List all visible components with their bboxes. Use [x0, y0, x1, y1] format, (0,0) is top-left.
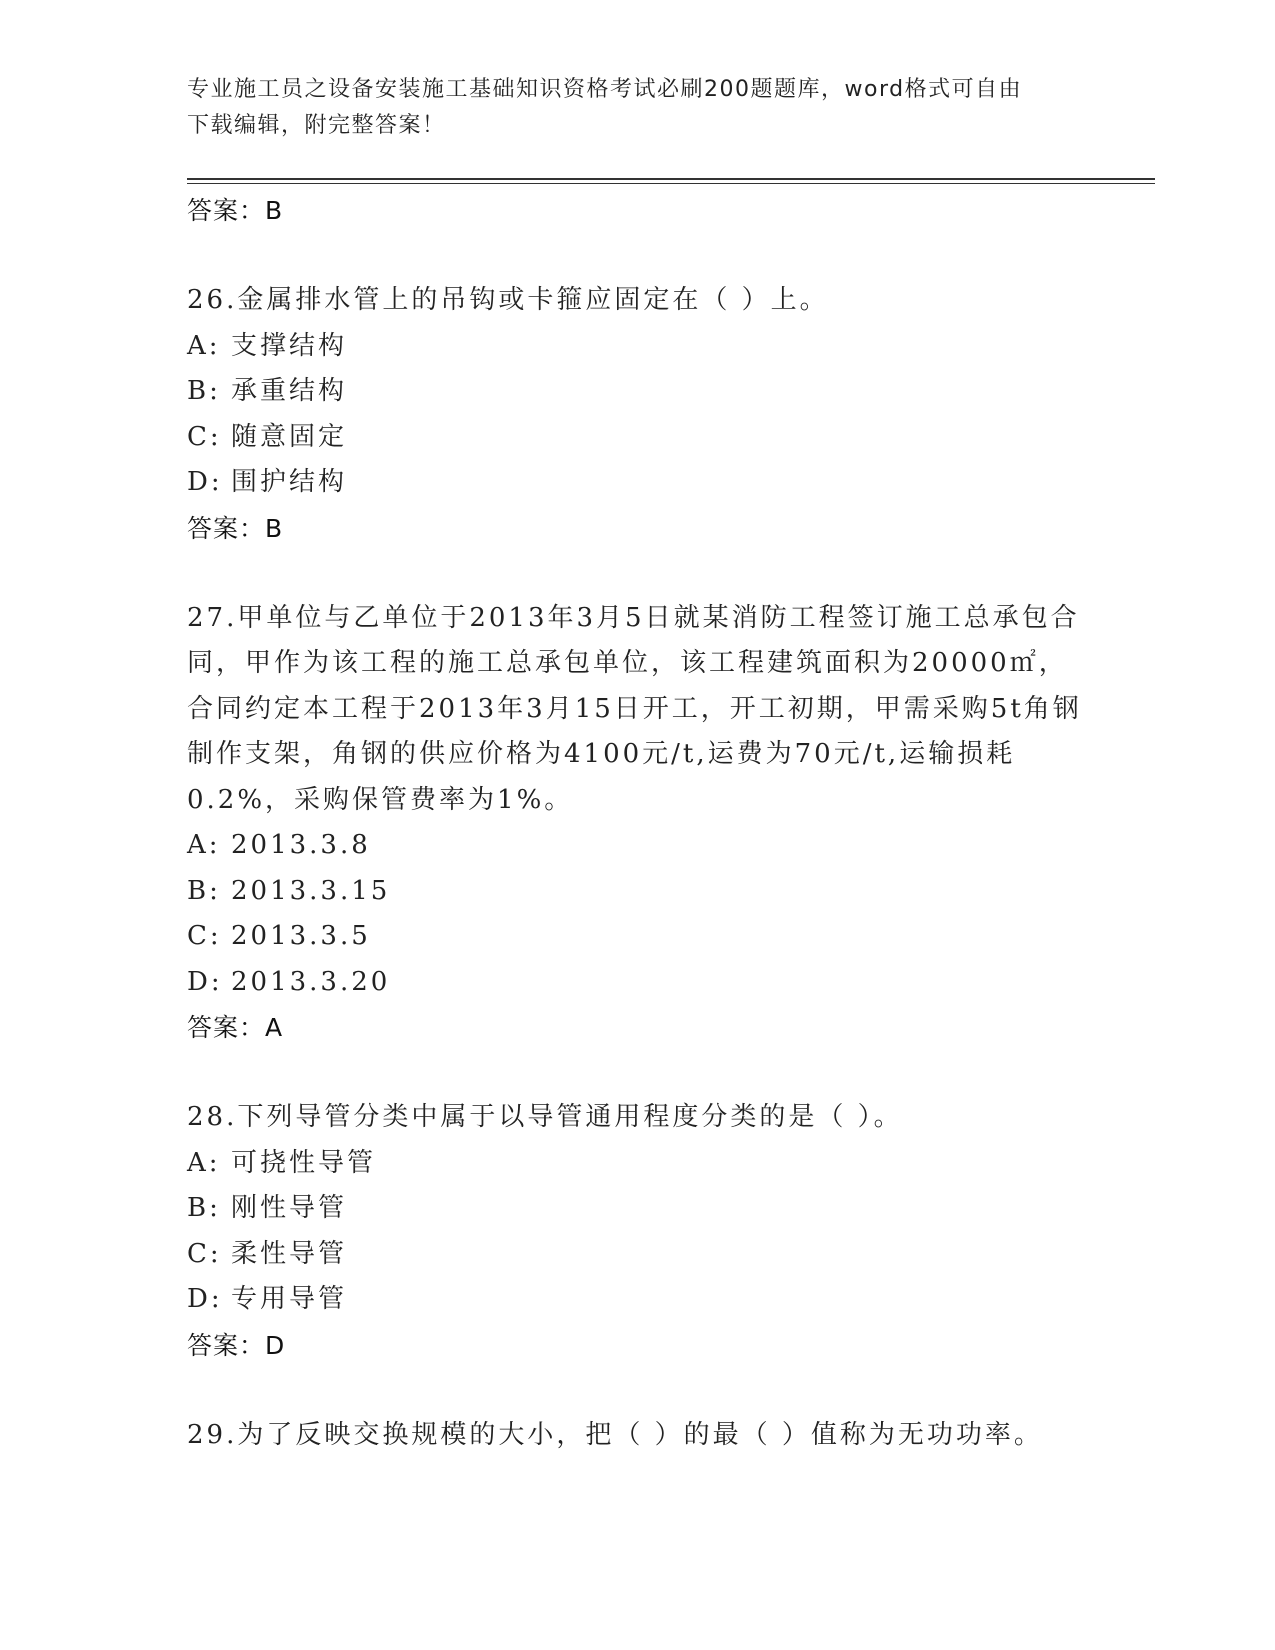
option-text: 支撑结构: [231, 330, 348, 361]
option-letter: C:: [187, 921, 222, 951]
option-d: [187, 460, 1087, 506]
header-line-2: 下载编辑，附完整答案！: [187, 113, 446, 138]
answer-line: [187, 1005, 1087, 1050]
option-text: 刚性导管: [231, 1193, 348, 1223]
question-stem: 26.金属排水管上的吊钩或卡箍应固定在（ ）上。: [187, 285, 829, 315]
option-letter: B:: [187, 1193, 221, 1223]
option-letter: B:: [187, 376, 221, 406]
header-divider-thin: [187, 183, 1155, 184]
question-list: [187, 188, 1087, 1458]
option-letter: A:: [187, 1147, 221, 1178]
option-b: [187, 1186, 1087, 1232]
option-c: [187, 914, 1087, 960]
question-item: [187, 1095, 1087, 1368]
option-letter: C:: [187, 421, 222, 452]
question-item: [187, 278, 1087, 551]
option-letter: C:: [187, 1238, 222, 1269]
option-text: 围护结构: [231, 467, 348, 497]
option-text: 2013.3.8: [231, 830, 371, 860]
option-b: [187, 869, 1087, 915]
question-item: [187, 596, 1087, 1051]
option-text: 2013.3.20: [231, 966, 391, 997]
option-text: 可挠性导管: [231, 1147, 377, 1178]
option-letter: D:: [187, 1284, 223, 1314]
question-stem: 27.甲单位与乙单位于2013年3月5日就某消防工程签订施工总承包合同，甲作为该工程的施工总承包单位，该工程建筑面积为20000㎡，合同约定本工程于2013年3月15日开工，开工初期，甲需采购5t角钢制作支架，角钢的供应价格为4100元/t,运费为70元/t,运输损耗0.2%，采购保管费率为1%。: [187, 602, 1082, 815]
answer-label: 答案：: [187, 196, 266, 225]
question-stem: 28.下列导管分类中属于以导管通用程度分类的是（ ）。: [187, 1102, 903, 1132]
answer-value: A: [265, 1013, 284, 1042]
spacer: [187, 233, 1087, 278]
question-item: [187, 1413, 1087, 1459]
header-line-1: 专业施工员之设备安装施工基础知识资格考试必刷200题题库，word格式可自由: [187, 77, 1023, 102]
answer-label: 答案：: [187, 1013, 266, 1042]
option-letter: A:: [187, 830, 221, 860]
option-c: [187, 1232, 1087, 1278]
document-header: [187, 72, 1087, 144]
answer-label: 答案：: [187, 513, 266, 543]
option-letter: D:: [187, 966, 223, 997]
spacer: [187, 1368, 1087, 1413]
option-b: [187, 369, 1087, 415]
option-a: [187, 823, 1087, 869]
answer-line: [187, 188, 1087, 233]
answer-value: B: [265, 196, 284, 225]
option-text: 柔性导管: [231, 1238, 348, 1269]
option-d: [187, 1277, 1087, 1323]
answer-value: B: [265, 513, 284, 543]
spacer: [187, 551, 1087, 596]
option-d: [187, 960, 1087, 1006]
option-letter: A:: [187, 330, 221, 361]
option-text: 2013.3.5: [231, 921, 371, 951]
spacer: [187, 1050, 1087, 1095]
option-a: [187, 324, 1087, 370]
header-divider-thick: [187, 178, 1155, 180]
option-c: [187, 415, 1087, 461]
answer-line: [187, 506, 1087, 551]
option-text: 专用导管: [231, 1284, 348, 1314]
option-letter: D:: [187, 467, 223, 497]
answer-label: 答案：: [187, 1330, 266, 1360]
answer-line: [187, 1323, 1087, 1368]
option-text: 随意固定: [231, 421, 348, 452]
option-a: [187, 1141, 1087, 1187]
option-letter: B:: [187, 875, 221, 906]
option-text: 承重结构: [231, 376, 348, 406]
question-stem: 29.为了反映交换规模的大小，把（ ）的最（ ）值称为无功功率。: [187, 1419, 1043, 1450]
option-text: 2013.3.15: [231, 875, 391, 906]
answer-value: D: [265, 1330, 286, 1360]
